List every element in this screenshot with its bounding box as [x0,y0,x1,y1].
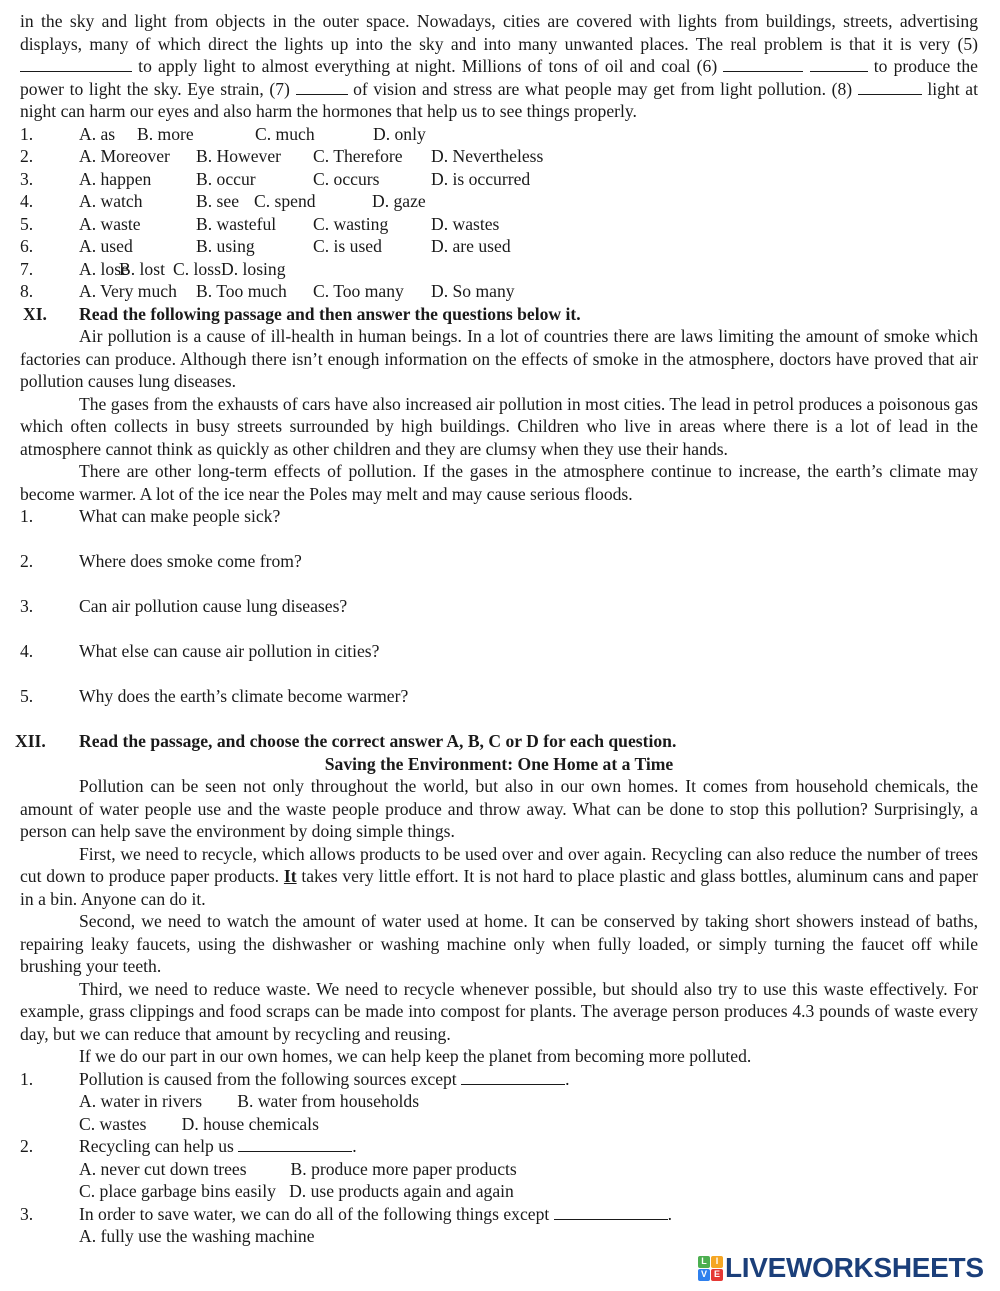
option-a[interactable]: A. Very much [79,281,177,301]
option-c[interactable]: C. spend [254,191,316,211]
item-number: 1. [20,123,34,144]
option-d[interactable]: D. gaze [372,191,426,211]
question-text: Can air pollution cause lung diseases? [79,596,348,616]
passage-paragraph: There are other long-term effects of pollution. If the gases in the atmosphere continue to increase, the earth’s climate may become warmer. A lot of the ice near the Poles may melt and may cause serious floods. [20,461,978,504]
logo-text: LIVEWORKSHEETS [725,1252,984,1283]
option-c[interactable]: C. is used [313,236,382,256]
blank-6a[interactable] [723,56,803,72]
passage-paragraph: The gases from the exhausts of cars have also increased air pollution in most cities. The lead in petrol produces a poisonous gas which often collects in busy streets surrounded by high buildings. Children who live in areas where there is a lot of lead in the atmosphere cannot think as quickly as other children and they are clumsy when they use their hands. [20,393,978,459]
passage-text: takes very little effort. It is not hard to place plastic and glass bottles, aluminum cans and paper in a bin. Anyone can do it. [20,866,979,909]
option-row [20,213,978,236]
option-d[interactable]: D. is occurred [431,168,531,189]
passage-text: First, we need to recycle, which allows products to be used over and over again. Recycling can also reduce the number of trees cut down to produce paper products. [20,843,978,886]
option-d[interactable]: D. only [373,123,426,144]
answer-options[interactable]: A. never cut down trees B. produce more paper products [79,1158,517,1179]
option-d[interactable]: D. are used [431,236,511,256]
logo-letter: V [698,1269,710,1281]
option-c[interactable]: C. wasting [313,213,389,234]
option-row [20,168,978,191]
option-a[interactable]: A. used [79,236,133,256]
logo-letter: L [698,1256,710,1268]
section-number: XII. [15,731,46,751]
item-number: 2. [20,146,34,166]
question-item [20,685,978,708]
question-item [20,640,978,663]
section-instruction: Read the following passage and then answer the questions below it. [79,303,581,324]
answer-space[interactable] [20,528,978,551]
answer-options[interactable]: C. wastes D. house chemicals [79,1113,319,1134]
option-c[interactable]: C. Therefore [313,146,403,166]
option-b[interactable]: B. using [196,236,255,256]
question-number: 5. [20,686,34,706]
option-row [20,280,978,303]
answer-space[interactable] [20,708,978,731]
mcq-list [20,1068,978,1248]
option-row [20,190,978,213]
blank-6b[interactable] [810,56,868,72]
option-d[interactable]: D. Nevertheless [431,146,544,166]
answer-space[interactable] [20,663,978,686]
passage-paragraph: Pollution can be seen not only throughout the world, but also in our own homes. It comes from household chemicals, the amount of water people use and the waste people produce and throw away. What can be done to stop this pollution? Surprisingly, a person can help save the environment by doing simple things. [20,776,978,841]
option-a[interactable]: A. lose [79,258,129,279]
blank-8[interactable] [858,79,922,95]
answer-options[interactable]: A. water in rivers B. water from households [79,1091,420,1111]
referenced-word: It [283,866,297,886]
option-row [20,258,978,281]
punctuation: . [565,1068,570,1089]
question-number: 2. [20,551,34,571]
question-number: 3. [20,1203,34,1224]
section-instruction: Read the passage, and choose the correct answer A, B, C or D for each question. [79,731,677,751]
answer-blank[interactable] [554,1204,668,1220]
item-number: 4. [20,191,34,211]
question-item [20,505,978,528]
option-b[interactable]: B. lost [119,258,165,279]
option-d[interactable]: D. So many [431,281,515,301]
passage-text: light at night can harm our eyes and also harm the hormones that help us to see things properly. [20,78,978,121]
passage-text: to apply light to almost everything at night. Millions of tons of oil and coal (6) [132,56,724,76]
question-text: What else can cause air pollution in cities? [79,641,380,661]
option-b[interactable]: B. occur [196,168,256,189]
answer-options[interactable]: C. place garbage bins easily D. use products again and again [79,1181,514,1201]
passage-paragraph: Third, we need to reduce waste. We need to recycle whenever possible, but should also try to use this waste effectively. For example, grass clippings and food scraps can be made into compost for plants. The average person produces 4.3 pounds of waste every day, but we can reduce that amount by recycling and reusing. [20,978,978,1044]
options-list [20,123,978,303]
question-number: 2. [20,1136,34,1156]
blank-5[interactable] [20,56,132,72]
answer-space[interactable] [20,618,978,641]
option-row [20,123,978,146]
item-number: 6. [20,236,34,256]
option-b[interactable]: B. more [137,123,194,144]
question-item [20,1135,978,1158]
option-a[interactable]: A. waste [79,213,141,234]
punctuation: . [352,1136,357,1156]
passage-paragraph: Air pollution is a cause of ill-health in human beings. In a lot of countries there are laws limiting the amount of smoke which factories can produce. Although there isn’t enough information on the effects of smoke in the atmosphere, doctors have proved that air pollution causes lung diseases. [20,326,978,391]
item-number: 8. [20,281,34,301]
option-a[interactable]: A. watch [79,191,143,211]
punctuation: . [667,1203,673,1224]
question-item [20,1068,978,1091]
passage-title: Saving the Environment: One Home at a Time [324,753,674,774]
item-number: 5. [20,213,34,234]
liveworksheets-logo [698,1254,984,1282]
open-questions-list [20,505,978,730]
cloze-passage [20,10,978,123]
answer-space[interactable] [20,573,978,596]
option-b[interactable]: B. Too much [196,281,287,301]
question-number: 1. [20,506,34,526]
item-number: 7. [20,258,34,279]
logo-letter: I [711,1256,723,1268]
passage-paragraph: Second, we need to watch the amount of water used at home. It can be conserved by taking short showers instead of baths, repairing leaky faucets, using the dishwasher or washing machine only when fully loaded, or simply turning the faucet off while brushing your teeth. [20,911,978,976]
answer-options[interactable]: A. fully use the washing machine [79,1226,315,1246]
question-text: Why does the earth’s climate become warmer? [79,686,409,706]
option-d[interactable]: D. losing [221,258,286,279]
question-text: In order to save water, we can do all of the following things except [79,1203,554,1224]
passage-text: to produce the power to light the sky. Eye strain, (7) [20,56,978,99]
option-b[interactable]: B. However [196,146,282,166]
logo-mark-icon [698,1256,723,1281]
option-d[interactable]: D. wastes [431,213,500,234]
option-row [20,145,978,168]
question-number: 3. [20,596,34,616]
passage-text: in the sky and light from objects in the outer space. Nowadays, cities are covered with lights from buildings, streets, advertising displays, many of which direct the lights up into the sky and into many unwanted places. The real problem is that it is very (5) [20,11,978,54]
question-item [20,1203,978,1226]
question-number: 1. [20,1068,34,1089]
question-item [20,550,978,573]
section-heading-xii [15,730,978,753]
option-c[interactable]: C. occurs [313,168,380,189]
question-text: Pollution is caused from the following sources except [79,1068,462,1089]
logo-letter: E [711,1269,723,1281]
answer-blank[interactable] [238,1136,352,1152]
question-text: Where does smoke come from? [79,551,302,571]
option-a[interactable]: A. happen [79,168,152,189]
option-row [20,235,978,258]
option-c[interactable]: C. much [255,123,315,144]
answer-blank[interactable] [461,1069,565,1085]
item-number: 3. [20,168,34,189]
question-text: Recycling can help us [79,1136,239,1156]
passage-paragraph: If we do our part in our own homes, we can help keep the planet from becoming more polluted. [79,1046,752,1066]
passage-text: of vision and stress are what people may get from light pollution. (8) [347,78,858,99]
option-a[interactable]: A. Moreover [79,146,170,166]
question-item [20,595,978,618]
blank-7[interactable] [296,79,348,95]
passage-paragraph [20,843,978,911]
section-heading-xi [20,303,978,326]
option-c[interactable]: C. loss [173,258,221,279]
option-b[interactable]: B. wasteful [196,213,277,234]
option-b[interactable]: B. see [196,191,239,211]
worksheet-page [15,10,979,1248]
question-text: What can make people sick? [79,506,281,526]
option-c[interactable]: C. Too many [313,281,404,301]
question-number: 4. [20,641,34,661]
option-a[interactable]: A. as [79,123,116,144]
section-number: XI. [23,303,47,324]
